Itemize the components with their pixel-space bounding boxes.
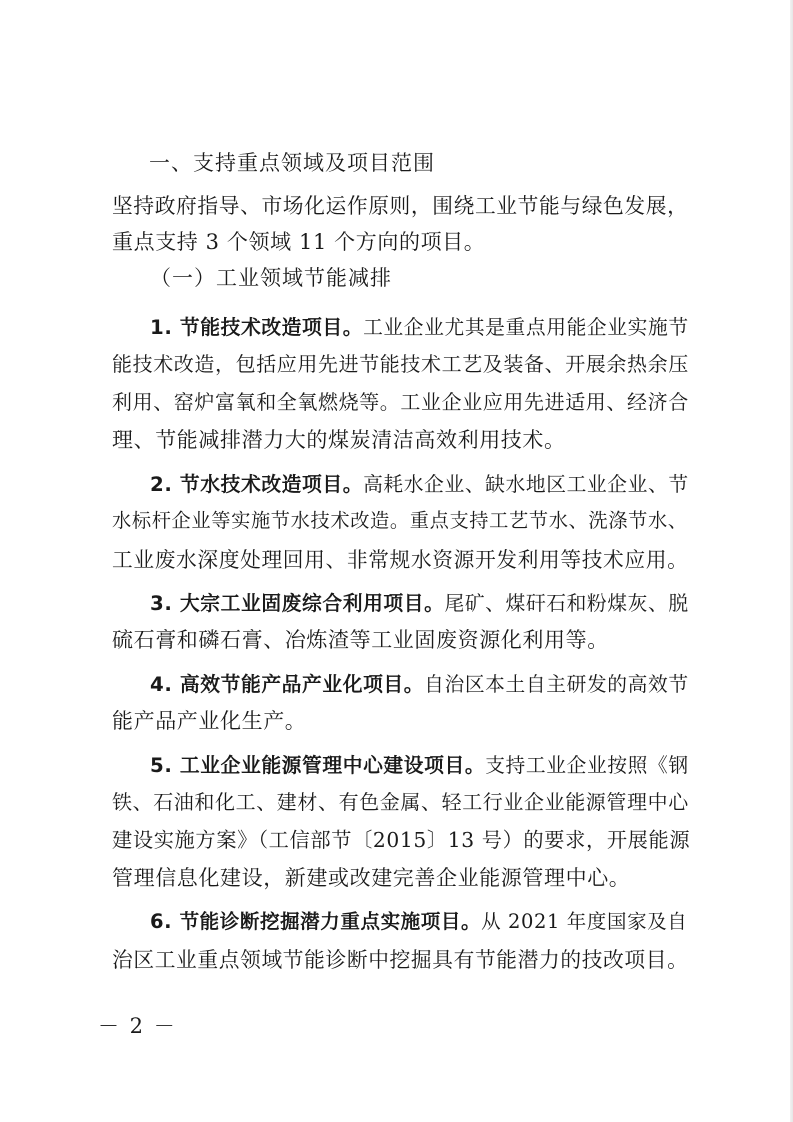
intro-line-2: 重点支持 3 个领域 11 个方向的项目。 <box>112 230 486 254</box>
item-6-lead: 6. 节能诊断挖掘潜力重点实施项目。 <box>150 910 482 933</box>
item-5-first-text: 支持工业企业按照《钢 <box>485 754 689 777</box>
item-1-first-text: 工业企业尤其是重点用能企业实施节 <box>363 316 689 339</box>
item-5-lead: 5. 工业企业能源管理中心建设项目。 <box>150 754 486 777</box>
item-5-line-3: 建设实施方案》（工信部节〔2015〕13 号）的要求，开展能源 <box>112 828 691 852</box>
item-1-line-2: 能技术改造，包括应用先进节能技术工艺及装备、开展余热余压 <box>112 352 689 376</box>
item-5-line-2: 铁、石油和化工、建材、有色金属、轻工行业企业能源管理中心 <box>112 790 689 814</box>
item-6-first-line <box>150 906 687 934</box>
intro-line-1: 坚持政府指导、市场化运作原则，围绕工业节能与绿色发展， <box>112 194 689 218</box>
item-2-line-2: 水标杆企业等实施节水技术改造。重点支持工艺节水、洗涤节水、 <box>112 509 688 532</box>
item-6-line-2: 治区工业重点领域节能诊断中挖掘具有节能潜力的技改项目。 <box>112 948 689 972</box>
item-3-first-line <box>150 587 689 616</box>
item-3-lead: 3. 大宗工业固废综合利用项目。 <box>150 592 445 615</box>
item-3-line-2: 硫石膏和磷石膏、冶炼渣等工业固废资源化利用等。 <box>112 628 609 652</box>
item-5-first-line <box>150 749 689 778</box>
item-1-first-line <box>150 311 689 340</box>
item-2-first-text: 高耗水企业、缺水地区工业企业、节 <box>363 473 689 496</box>
item-2-first-line <box>150 468 689 497</box>
item-2-lead: 2. 节水技术改造项目。 <box>150 473 364 496</box>
item-4-line-2: 能产品产业化生产。 <box>112 709 307 733</box>
section-heading: 一、支持重点领域及项目范围 <box>149 151 435 175</box>
subsection-heading: （一）工业领域节能减排 <box>150 266 392 290</box>
page-number: － 2 － <box>98 1014 177 1038</box>
item-3-first-text: 尾矿、煤矸石和粉煤灰、脱 <box>444 592 689 615</box>
item-1-lead: 1. 节能技术改造项目。 <box>150 316 364 339</box>
item-5-line-4: 管理信息化建设，新建或改建完善企业能源管理中心。 <box>112 866 631 890</box>
item-4-lead: 4. 高效节能产品产业化项目。 <box>150 673 425 696</box>
item-4-first-line <box>150 668 689 697</box>
item-6-first-text: 从 2021 年度国家及自 <box>481 910 688 933</box>
item-2-line-3: 工业废水深度处理回用、非常规水资源开发利用等技术应用。 <box>112 548 689 572</box>
item-1-line-3: 利用、窑炉富氧和全氧燃烧等。工业企业应用先进适用、经济合 <box>112 390 689 414</box>
item-1-line-4: 理、节能减排潜力大的煤炭清洁高效利用技术。 <box>112 428 566 452</box>
item-4-first-text: 自治区本土自主研发的高效节 <box>424 673 689 696</box>
